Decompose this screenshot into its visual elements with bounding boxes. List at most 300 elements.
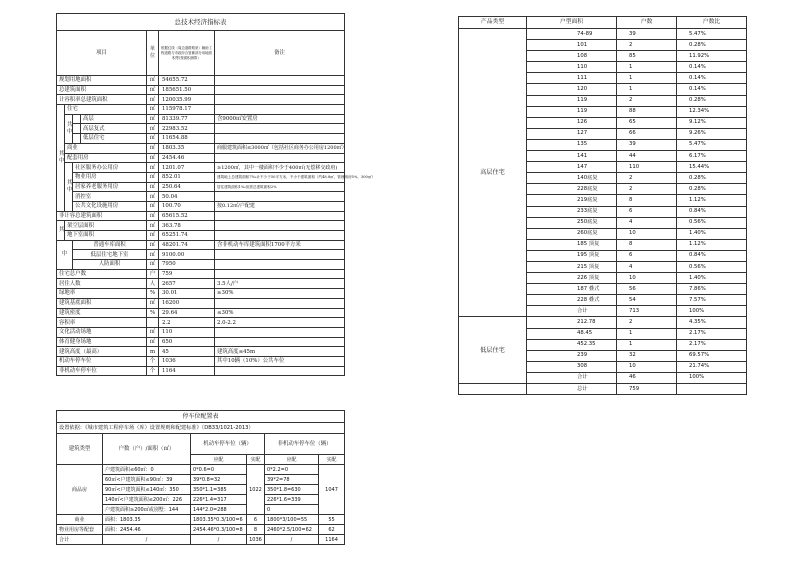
- unit-ratio: 5.47%: [677, 29, 747, 40]
- unit-area: 119: [527, 95, 617, 106]
- row-unit: ㎡: [147, 298, 159, 308]
- row-value: 1036: [159, 356, 215, 366]
- row-unit: 个: [147, 366, 159, 376]
- table-row: [57, 211, 345, 221]
- table-row: [57, 366, 345, 376]
- row-unit: ㎡: [147, 76, 159, 86]
- unit-ratio: 0.14%: [677, 62, 747, 73]
- row-value: 852.01: [159, 172, 215, 182]
- unit-area: 110: [527, 62, 617, 73]
- row-unit: ㎡: [147, 114, 159, 124]
- row-units: 户建筑面积≤60㎡：0: [103, 465, 191, 475]
- table-row: [57, 114, 345, 124]
- row-note: [215, 153, 345, 163]
- unit-count: 65: [617, 117, 677, 128]
- unit-ratio: 0.14%: [677, 84, 747, 95]
- row-item: 建筑密度: [57, 308, 147, 318]
- row-value: 115978.17: [159, 105, 215, 115]
- unit-count: 10: [617, 361, 677, 372]
- row-value: 1201.07: [159, 163, 215, 173]
- unit-count: 1: [617, 62, 677, 73]
- unit-count: 1: [617, 339, 677, 350]
- unit-ratio: 9.26%: [677, 128, 747, 139]
- unit-ratio: 12.34%: [677, 106, 747, 117]
- unit-area: 219底复: [527, 195, 617, 206]
- product-type-high: 高层住宅: [459, 29, 527, 317]
- row-note: ≥1200㎡，其中一楼面积不少于400㎡(无偿移交政府): [215, 163, 345, 173]
- row-note: [215, 105, 345, 115]
- row-note: [215, 134, 345, 144]
- table-row: [57, 240, 345, 250]
- row-item: 商业: [65, 143, 147, 153]
- row-item: 配套用房: [65, 153, 147, 163]
- row-unit: ㎡: [147, 231, 159, 241]
- unit-area: 226 顶复: [527, 273, 617, 284]
- row-unit: 个: [147, 356, 159, 366]
- unit-area: 48.45: [527, 328, 617, 339]
- table-row: [57, 134, 345, 144]
- unit-count: 10: [617, 228, 677, 239]
- group-label-gongzhong: 共中: [65, 114, 73, 143]
- header-item: 项目: [57, 31, 147, 76]
- table-row: [459, 317, 747, 328]
- row-item: 容积率: [57, 318, 147, 328]
- unit-ratio: 0.28%: [677, 40, 747, 51]
- unit-ratio: 15.44%: [677, 162, 747, 173]
- row-type: 商业: [57, 515, 103, 525]
- row-unit: ㎡: [147, 327, 159, 337]
- unit-count: 39: [617, 29, 677, 40]
- subtotal-count: 46: [617, 372, 677, 383]
- row-unit: ㎡: [147, 260, 159, 270]
- unit-ratio: 0.14%: [677, 73, 747, 84]
- row-unit: ㎡: [147, 337, 159, 347]
- unit-ratio: 0.56%: [677, 261, 747, 272]
- row-type: 物业用房等配套: [57, 525, 103, 535]
- row-item: 人防面积: [73, 260, 147, 270]
- unit-area: 141: [527, 151, 617, 162]
- table-row: [57, 347, 345, 357]
- table-row: [57, 143, 345, 153]
- subtotal-ratio: 100%: [677, 372, 747, 383]
- row-nonmotor-required: 0: [265, 505, 319, 515]
- row-units: 140㎡<户建筑面积≤200㎡：226: [103, 495, 191, 505]
- row-note: ≥30%: [215, 289, 345, 299]
- unit-area: 140底复: [527, 173, 617, 184]
- unit-area: 147: [527, 162, 617, 173]
- unit-ratio: 6.17%: [677, 151, 747, 162]
- total-label: 总计: [527, 384, 617, 395]
- header-motor-actual: 实配: [247, 455, 265, 465]
- unit-ratio: 5.47%: [677, 139, 747, 150]
- unit-area: 233底复: [527, 206, 617, 217]
- unit-count: 88: [617, 106, 677, 117]
- unit-area: 135: [527, 139, 617, 150]
- row-units: 面积：2454.46: [103, 525, 191, 535]
- row-item: 文化活动场地: [57, 327, 147, 337]
- row-motor-actual: 1022: [247, 465, 265, 515]
- unit-area: 239: [527, 350, 617, 361]
- row-item: 社区服务办公用房: [73, 163, 147, 173]
- product-type-low: 低层住宅: [459, 317, 527, 384]
- row-value: 759: [159, 269, 215, 279]
- row-motor-required: 226*1.4=317: [191, 495, 247, 505]
- design-basis: 设置依据：《城市建筑工程停车场（库）设置规则和配建标准》（DB33/1021-2013）: [57, 423, 345, 434]
- row-value: 363.78: [159, 221, 215, 231]
- row-item: 建筑高度（最高）: [57, 347, 147, 357]
- row-motor-required: 2454.46*0.3/100=8: [191, 525, 247, 535]
- unit-count: 2: [617, 317, 677, 328]
- row-note: [215, 95, 345, 105]
- total-spacer: [459, 384, 527, 395]
- row-value: 2454.46: [159, 153, 215, 163]
- row-value: 65251.74: [159, 231, 215, 241]
- row-item: 住宅: [65, 105, 147, 115]
- unit-count: 4: [617, 217, 677, 228]
- row-value: 45: [159, 347, 215, 357]
- row-units: 90㎡<户建筑面积≤140㎡：350: [103, 485, 191, 495]
- row-value: 250.64: [159, 182, 215, 192]
- table-row: [57, 95, 345, 105]
- row-units: 户建筑面积≥200㎡或别墅：144: [103, 505, 191, 515]
- header-unit-ratio: 户数比: [677, 17, 747, 29]
- unit-ratio: 11.92%: [677, 51, 747, 62]
- row-unit: ㎡: [147, 153, 159, 163]
- row-value: 30.01: [159, 289, 215, 299]
- row-nonmotor-actual: 1164: [319, 535, 345, 545]
- unit-count: 54: [617, 295, 677, 306]
- header-unit: 单位: [147, 31, 159, 76]
- row-unit: 人: [147, 279, 159, 289]
- unit-ratio: 0.28%: [677, 173, 747, 184]
- unit-count: 39: [617, 139, 677, 150]
- total-count: 759: [617, 384, 677, 395]
- row-unit: ㎡: [147, 172, 159, 182]
- table-row: [57, 221, 345, 231]
- table-row: [57, 337, 345, 347]
- unit-count: 85: [617, 51, 677, 62]
- header-units: 户数（户）/面积（㎡）: [103, 434, 191, 465]
- table-row: [57, 182, 345, 192]
- row-unit: ㎡: [147, 163, 159, 173]
- row-item: 居家养老服务用房: [73, 182, 147, 192]
- unit-area: 74-89: [527, 29, 617, 40]
- header-product-type: 产品类型: [459, 17, 527, 29]
- row-value: 110: [159, 327, 215, 337]
- unit-ratio: 21.74%: [677, 361, 747, 372]
- table-row: [57, 515, 345, 525]
- row-note: 其中10辆（10%）公共车位: [215, 356, 345, 366]
- table-row: [57, 356, 345, 366]
- header-motor-required: 应配: [191, 455, 247, 465]
- row-item: 低层住宅地下室: [73, 250, 147, 260]
- row-units: 面积：1803.35: [103, 515, 191, 525]
- row-units: 60㎡<户建筑面积≤90㎡：39: [103, 475, 191, 485]
- row-motor-actual: 8: [247, 525, 265, 535]
- unit-area: 126: [527, 117, 617, 128]
- table-row: [57, 76, 345, 86]
- unit-area: 108: [527, 51, 617, 62]
- header-unit-area: 户型面积: [527, 17, 617, 29]
- row-nonmotor-actual: 62: [319, 525, 345, 535]
- unit-area: 111: [527, 73, 617, 84]
- row-unit: m: [147, 347, 159, 357]
- row-value: 2657: [159, 279, 215, 289]
- unit-count: 6: [617, 250, 677, 261]
- row-item: 非计容总建筑面积: [57, 211, 147, 221]
- header-nonmotor-required: 应配: [265, 455, 319, 465]
- unit-ratio: 69.57%: [677, 350, 747, 361]
- total-ratio: [677, 384, 747, 395]
- unit-area: 119: [527, 106, 617, 117]
- row-unit: 户: [147, 269, 159, 279]
- unit-area: 260底复: [527, 228, 617, 239]
- table-row: [459, 29, 747, 40]
- header-unit-count: 户数: [617, 17, 677, 29]
- row-note: 含非机动车库建筑面积1700平方米: [215, 240, 345, 250]
- unit-area: 195 顶复: [527, 250, 617, 261]
- unit-ratio: 0.56%: [677, 217, 747, 228]
- unit-count: 8: [617, 195, 677, 206]
- table-row: [57, 308, 345, 318]
- row-note: [215, 211, 345, 221]
- table-row: [57, 535, 345, 545]
- table-row: [57, 318, 345, 328]
- row-units: /: [103, 535, 191, 545]
- row-item: 居住人数: [57, 279, 147, 289]
- unit-count: 10: [617, 273, 677, 284]
- row-note: [215, 269, 345, 279]
- unit-ratio: 0.28%: [677, 95, 747, 106]
- table-row: [57, 231, 345, 241]
- row-unit: ㎡: [147, 85, 159, 95]
- row-motor-actual: 6: [247, 515, 265, 525]
- group-label-qizhong: 其中: [57, 105, 65, 212]
- total-row: [459, 384, 747, 395]
- unit-ratio: 1.12%: [677, 239, 747, 250]
- header-type: 建筑类型: [57, 434, 103, 465]
- row-note: [215, 250, 345, 260]
- unit-area: 228 叠式: [527, 295, 617, 306]
- row-value: 11654.88: [159, 134, 215, 144]
- row-unit: ㎡: [147, 201, 159, 211]
- row-item: 公共文化设施用房: [73, 201, 147, 211]
- row-value: 650: [159, 337, 215, 347]
- row-value: 120035.99: [159, 95, 215, 105]
- unit-ratio: 0.84%: [677, 206, 747, 217]
- row-nonmotor-required: 1800*3/100=55: [265, 515, 319, 525]
- unit-ratio: 0.28%: [677, 184, 747, 195]
- unit-ratio: 0.84%: [677, 250, 747, 261]
- table-row: [57, 172, 345, 182]
- row-value: 16200: [159, 298, 215, 308]
- row-nonmotor-required: /: [265, 535, 319, 545]
- subtotal-ratio: 100%: [677, 306, 747, 317]
- table-row: [57, 250, 345, 260]
- row-note: [215, 260, 345, 270]
- group-label-zhong: 中: [57, 240, 73, 269]
- row-item: 建筑基底面积: [57, 298, 147, 308]
- row-unit: %: [147, 308, 159, 318]
- row-unit: ㎡: [147, 221, 159, 231]
- row-note: [215, 85, 345, 95]
- subtotal-count: 713: [617, 306, 677, 317]
- header-note: 备注: [215, 31, 345, 76]
- row-nonmotor-required: 39*2=78: [265, 475, 319, 485]
- row-item: 机动车停车位: [57, 356, 147, 366]
- row-item: 非机动车停车位: [57, 366, 147, 376]
- table-row: [57, 327, 345, 337]
- unit-area: 228底复: [527, 184, 617, 195]
- row-unit: ㎡: [147, 192, 159, 202]
- unit-count: 56: [617, 284, 677, 295]
- row-note: [215, 337, 345, 347]
- unit-mix-table: [458, 16, 747, 395]
- row-motor-required: /: [191, 535, 247, 545]
- row-unit: ㎡: [147, 211, 159, 221]
- row-type: 商品房: [57, 465, 103, 515]
- subtotal-label: 合计: [527, 372, 617, 383]
- row-item: 高层复式: [81, 124, 147, 134]
- row-value: 2.2: [159, 318, 215, 328]
- header-motor: 机动车停车位（辆）: [191, 434, 265, 455]
- row-motor-actual: 1036: [247, 535, 265, 545]
- unit-count: 1: [617, 73, 677, 84]
- table-row: [57, 279, 345, 289]
- table-row: [57, 105, 345, 115]
- unit-area: 120: [527, 84, 617, 95]
- row-type: 合计: [57, 535, 103, 545]
- header-nonmotor: 非机动车停车位（辆）: [265, 434, 345, 455]
- row-value: 1164: [159, 366, 215, 376]
- parking-table: [56, 410, 345, 545]
- row-unit: ㎡: [147, 182, 159, 192]
- unit-ratio: 1.40%: [677, 228, 747, 239]
- row-note: 3.5人/户: [215, 279, 345, 289]
- row-value: 185651.50: [159, 85, 215, 95]
- row-item: 计容积率总建筑面积: [57, 95, 147, 105]
- table-row: [57, 465, 345, 475]
- unit-ratio: 1.12%: [677, 195, 747, 206]
- header-nonmotor-actual: 实配: [319, 455, 345, 465]
- unit-area: 250底复: [527, 217, 617, 228]
- row-item: 体育健身场地: [57, 337, 147, 347]
- row-unit: ㎡: [147, 124, 159, 134]
- row-nonmotor-required: 226*1.6=339: [265, 495, 319, 505]
- row-note: [215, 192, 345, 202]
- row-note: ≤30%: [215, 308, 345, 318]
- table-row: [57, 289, 345, 299]
- row-nonmotor-required: 2460*2.5/100=62: [265, 525, 319, 535]
- row-note: 2.0-2.2: [215, 318, 345, 328]
- row-note: 建筑地上总建筑面积7‰计不少于50平方米，不小于建筑面积（约48.8㎡，管理用房5%，300㎡）: [215, 172, 345, 182]
- table-row: [57, 85, 345, 95]
- unit-count: 44: [617, 151, 677, 162]
- unit-count: 1: [617, 328, 677, 339]
- unit-area: 215 顶复: [527, 261, 617, 272]
- row-value: 50.04: [159, 192, 215, 202]
- table-row: [57, 163, 345, 173]
- table-title: 总技术经济指标表: [57, 14, 345, 31]
- row-note: 居住建筑面积1‰但需总建筑面积2%: [215, 182, 345, 192]
- table-title: 停车位配置表: [57, 411, 345, 423]
- row-item: 高层: [81, 114, 147, 124]
- row-note: [215, 298, 345, 308]
- unit-ratio: 7.86%: [677, 284, 747, 295]
- unit-count: 32: [617, 350, 677, 361]
- row-motor-required: 1803.35*0.3/100=6: [191, 515, 247, 525]
- unit-area: 308: [527, 361, 617, 372]
- row-nonmotor-actual: 55: [319, 515, 345, 525]
- unit-count: 2: [617, 184, 677, 195]
- row-item: 架空层面积: [65, 221, 147, 231]
- unit-count: 1: [617, 84, 677, 95]
- unit-area: 212.78: [527, 317, 617, 328]
- row-unit: ㎡: [147, 105, 159, 115]
- row-unit: ㎡: [147, 134, 159, 144]
- header-value: 根据红线（周边道路路宽）辅助工程道路与市政综合管廊部分用地面积等)按面积测算）: [159, 31, 215, 76]
- row-unit: ㎡: [147, 250, 159, 260]
- row-value: 7950: [159, 260, 215, 270]
- row-value: 9100.00: [159, 250, 215, 260]
- row-note: [215, 221, 345, 231]
- row-note: 商服建筑面积≤3000㎡（包括社区商务办公用房1200㎡）: [215, 143, 345, 153]
- unit-area: 185 顶复: [527, 239, 617, 250]
- row-item: 消控室: [73, 192, 147, 202]
- economic-indicators-table: [56, 13, 376, 376]
- row-unit: ㎡: [147, 240, 159, 250]
- row-value: 100.70: [159, 201, 215, 211]
- row-item: 普通车库面积: [73, 240, 147, 250]
- row-note: 按0.12㎡/户配建: [215, 201, 345, 211]
- table-row: [57, 201, 345, 211]
- row-motor-required: 144*2.0=288: [191, 505, 247, 515]
- row-item: 绿地率: [57, 289, 147, 299]
- row-item: 物业用房: [73, 172, 147, 182]
- unit-ratio: 2.17%: [677, 339, 747, 350]
- row-value: 65615.52: [159, 211, 215, 221]
- unit-ratio: 4.35%: [677, 317, 747, 328]
- unit-ratio: 1.40%: [677, 273, 747, 284]
- row-value: 54655.72: [159, 76, 215, 86]
- unit-ratio: 7.57%: [677, 295, 747, 306]
- unit-count: 110: [617, 162, 677, 173]
- row-item: 地下室面积: [65, 231, 147, 241]
- table-row: [57, 525, 345, 535]
- group-label-jian: 其中: [65, 163, 73, 211]
- table-row: [57, 298, 345, 308]
- unit-ratio: 9.12%: [677, 117, 747, 128]
- row-value: 81339.77: [159, 114, 215, 124]
- row-note: [215, 76, 345, 86]
- row-note: [215, 124, 345, 134]
- row-nonmotor-required: 350*1.8=630: [265, 485, 319, 495]
- row-note: [215, 366, 345, 376]
- row-value: 48201.74: [159, 240, 215, 250]
- row-nonmotor-actual: 1047: [319, 465, 345, 515]
- table-row: [57, 192, 345, 202]
- row-unit: [147, 318, 159, 328]
- row-item: 低层住宅: [81, 134, 147, 144]
- unit-count: 4: [617, 261, 677, 272]
- table-row: [57, 153, 345, 163]
- row-item: 总建筑面积: [57, 85, 147, 95]
- unit-area: 187 叠式: [527, 284, 617, 295]
- unit-count: 6: [617, 206, 677, 217]
- unit-area: 101: [527, 40, 617, 51]
- row-value: 1803.35: [159, 143, 215, 153]
- table-row: [57, 269, 345, 279]
